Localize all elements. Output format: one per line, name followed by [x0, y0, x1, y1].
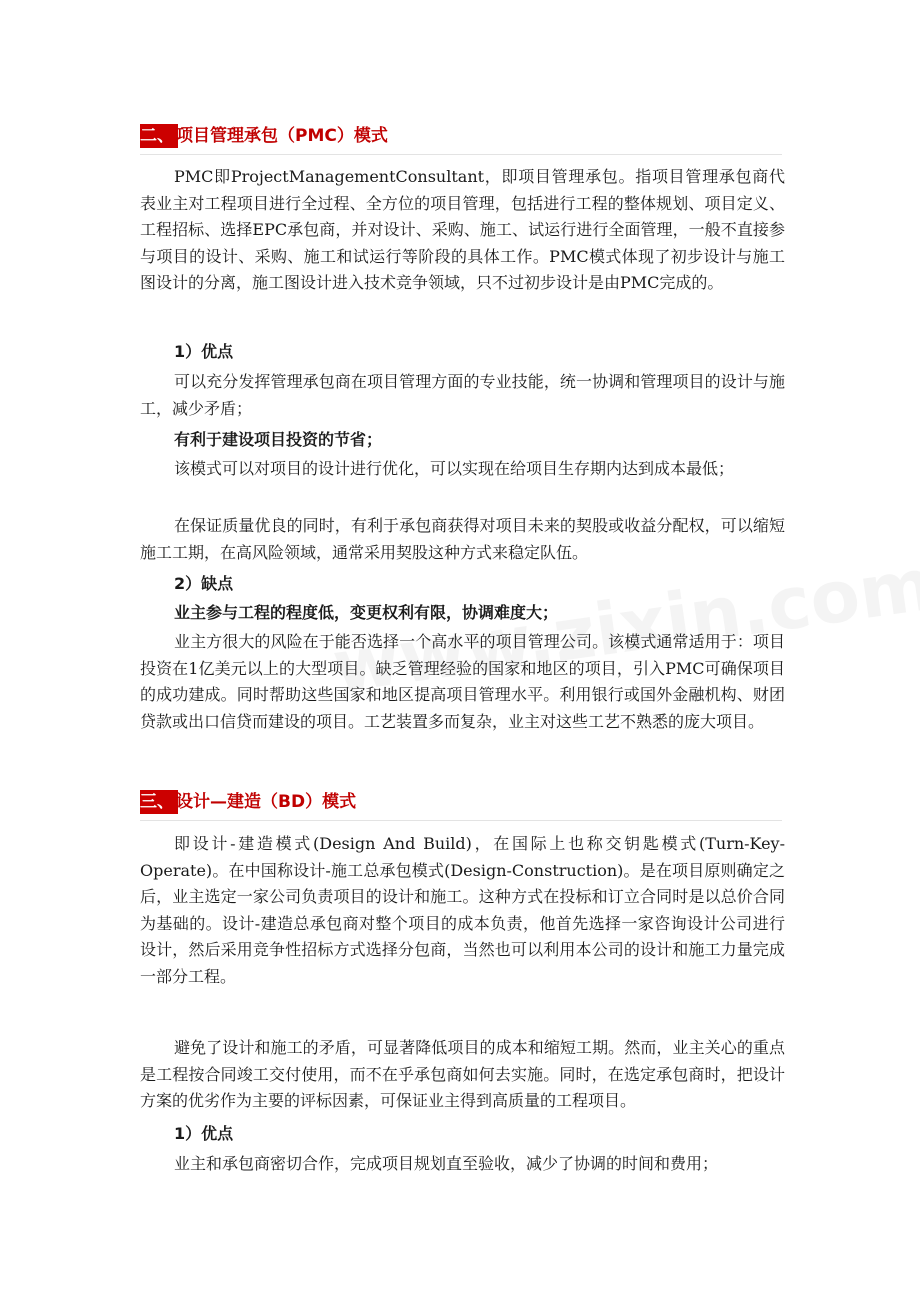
bd-intro-paragraph: 即设计-建造模式(Design And Build)，在国际上也称交钥匙模式(Turn-Key-Operate)。在中国称设计-施工总承包模式(Design-Construction)。是在项目原则确定之后，业主选定一家公司负责项目的设计和施工。这种方式在投标和订立合同时是以总价合同为基础的。设计-建造总承包商对整个项目的成本负责，他首先选择一家咨询设计公司进行设计，然后采用竞争性招标方式选择分包商，当然也可以利用本公司的设计和施工力量完成一部分工程。 [140, 834, 785, 986]
pmc-pros-paragraph-2: 该模式可以对项目的设计进行优化，可以实现在给项目生存期内达到成本最低； [174, 459, 735, 478]
section-heading-pmc [140, 120, 782, 155]
pmc-cons-label: 2）缺点 [174, 574, 234, 593]
section-number-badge: 三、 [140, 790, 178, 814]
pmc-pros-paragraph-1: 可以充分发挥管理承包商在项目管理方面的专业技能，统一协调和管理项目的设计与施工，减少矛盾； [140, 372, 785, 418]
pmc-cons-bold-line: 业主参与工程的程度低，变更权利有限，协调难度大； [174, 603, 559, 622]
bd-pros-paragraph-1: 业主和承包商密切合作，完成项目规划直至验收，减少了协调的时间和费用； [174, 1154, 719, 1173]
pmc-cons-paragraph: 业主方很大的风险在于能否选择一个高水平的项目管理公司。该模式通常适用于：项目投资在1亿美元以上的大型项目。缺乏管理经验的国家和地区的项目，引入PMC可确保项目的成功建成。同时帮助这些国家和地区提高项目管理水平。利用银行或国外金融机构、财团贷款或出口信贷而建设的项目。工艺装置多而复杂，业主对这些工艺不熟悉的庞大项目。 [140, 632, 785, 731]
pmc-pros-bold-line: 有利于建设项目投资的节省； [174, 430, 383, 449]
section-title: 项目管理承包（PMC）模式 [176, 126, 388, 146]
section-number-badge: 二、 [140, 124, 178, 148]
pmc-pros-paragraph-3: 在保证质量优良的同时，有利于承包商获得对项目未来的契股或收益分配权，可以缩短施工工期，在高风险领域，通常采用契股这种方式来稳定队伍。 [140, 516, 785, 562]
pmc-pros-label: 1）优点 [174, 342, 234, 361]
section-title: 设计—建造（BD）模式 [176, 792, 357, 812]
bd-intro-paragraph-2: 避免了设计和施工的矛盾，可显著降低项目的成本和缩短工期。然而，业主关心的重点是工程按合同竣工交付使用，而不在乎承包商如何去实施。同时，在选定承包商时，把设计方案的优劣作为主要的评标因素，可保证业主得到高质量的工程项目。 [140, 1038, 785, 1110]
section-heading-bd [140, 786, 782, 821]
pmc-intro-paragraph: PMC即ProjectManagementConsultant，即项目管理承包。指项目管理承包商代表业主对工程项目进行全过程、全方位的项目管理，包括进行工程的整体规划、项目定义、工程招标、选择EPC承包商，并对设计、采购、施工、试运行进行全面管理，一般不直接参与项目的设计、采购、施工和试运行等阶段的具体工作。PMC模式体现了初步设计与施工图设计的分离，施工图设计进入技术竞争领域，只不过初步设计是由PMC完成的。 [140, 167, 785, 292]
bd-pros-label: 1）优点 [174, 1124, 234, 1143]
